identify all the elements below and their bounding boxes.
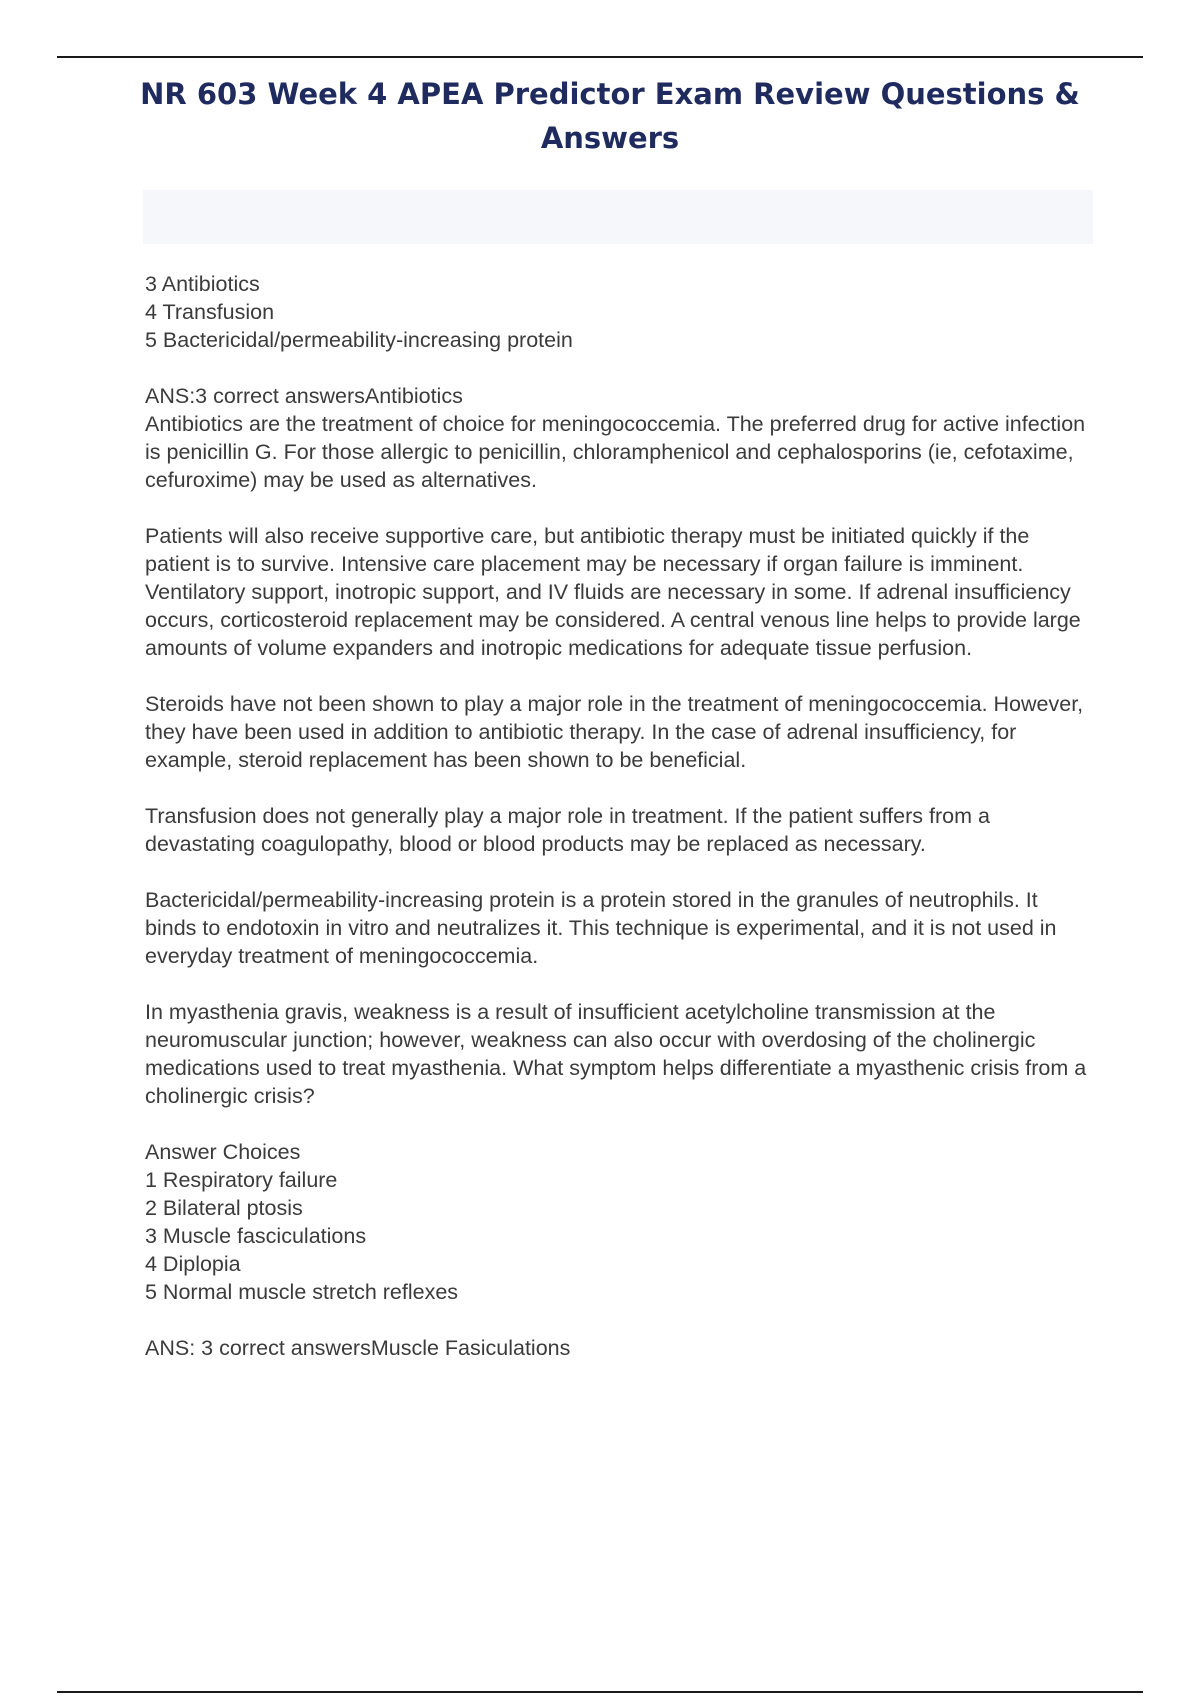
list-item: 4 Diplopia xyxy=(145,1252,241,1276)
document-body xyxy=(145,270,1095,1390)
document-title: NR 603 Week 4 APEA Predictor Exam Review Questions & Answers xyxy=(140,77,1080,155)
paragraph: Steroids have not been shown to play a major role in the treatment of meningococcemia. However, they have been used in addition to antibiotic therapy. In the case of adrenal insufficiency, for example, steroid replacement has been shown to be beneficial. xyxy=(145,692,1084,772)
choices-header: Answer Choices xyxy=(145,1140,301,1164)
paragraph: Transfusion does not generally play a major role in treatment. If the patient suffers from a devastating coagulopathy, blood or blood products may be replaced as necessary. xyxy=(145,804,990,856)
paragraph: Bactericidal/permeability-increasing protein is a protein stored in the granules of neutrophils. It binds to endotoxin in vitro and neutralizes it. This technique is experimental, and it is not used in everyday treatment of meningococcemia. xyxy=(145,888,1057,968)
list-item: 4 Transfusion xyxy=(145,300,275,324)
q2-answer: ANS: 3 correct answersMuscle Fasiculations xyxy=(145,1336,571,1360)
bottom-rule xyxy=(57,1691,1143,1693)
q1-answer: ANS:3 correct answersAntibiotics xyxy=(145,384,463,408)
q2-question: In myasthenia gravis, weakness is a result of insufficient acetylcholine transmission at the neuromuscular junction; however, weakness can also occur with overdosing of the cholinergic medications used to treat myasthenia. What symptom helps differentiate a myasthenic crisis from a cholinergic crisis? xyxy=(145,1000,1087,1108)
list-item: 1 Respiratory failure xyxy=(145,1168,338,1192)
q1-answer-block xyxy=(145,382,1095,494)
list-item: 3 Antibiotics xyxy=(145,272,260,296)
paragraph: Patients will also receive supportive care, but antibiotic therapy must be initiated quickly if the patient is to survive. Intensive care placement may be necessary if organ failure is imminent. Ventilatory support, inotropic support, and IV fluids are necessary in some. If adrenal insufficiency occurs, corticosteroid replacement may be considered. A central venous line helps to provide large amounts of volume expanders and inotropic medications for adequate tissue perfusion. xyxy=(145,524,1081,660)
list-item: 3 Muscle fasciculations xyxy=(145,1224,367,1248)
q1-answer-explanation: Antibiotics are the treatment of choice for meningococcemia. The preferred drug for active infection is penicillin G. For those allergic to penicillin, chloramphenicol and cephalosporins (ie, cefotaxime, cefuroxime) may be used as alternatives. xyxy=(145,412,1086,492)
list-item: 2 Bilateral ptosis xyxy=(145,1196,303,1220)
shaded-block xyxy=(143,190,1093,244)
q2-choice-list xyxy=(145,1138,1095,1306)
q1-choice-list xyxy=(145,270,1095,354)
top-rule xyxy=(57,56,1143,58)
list-item: 5 Bactericidal/permeability-increasing protein xyxy=(145,328,573,352)
list-item: 5 Normal muscle stretch reflexes xyxy=(145,1280,459,1304)
